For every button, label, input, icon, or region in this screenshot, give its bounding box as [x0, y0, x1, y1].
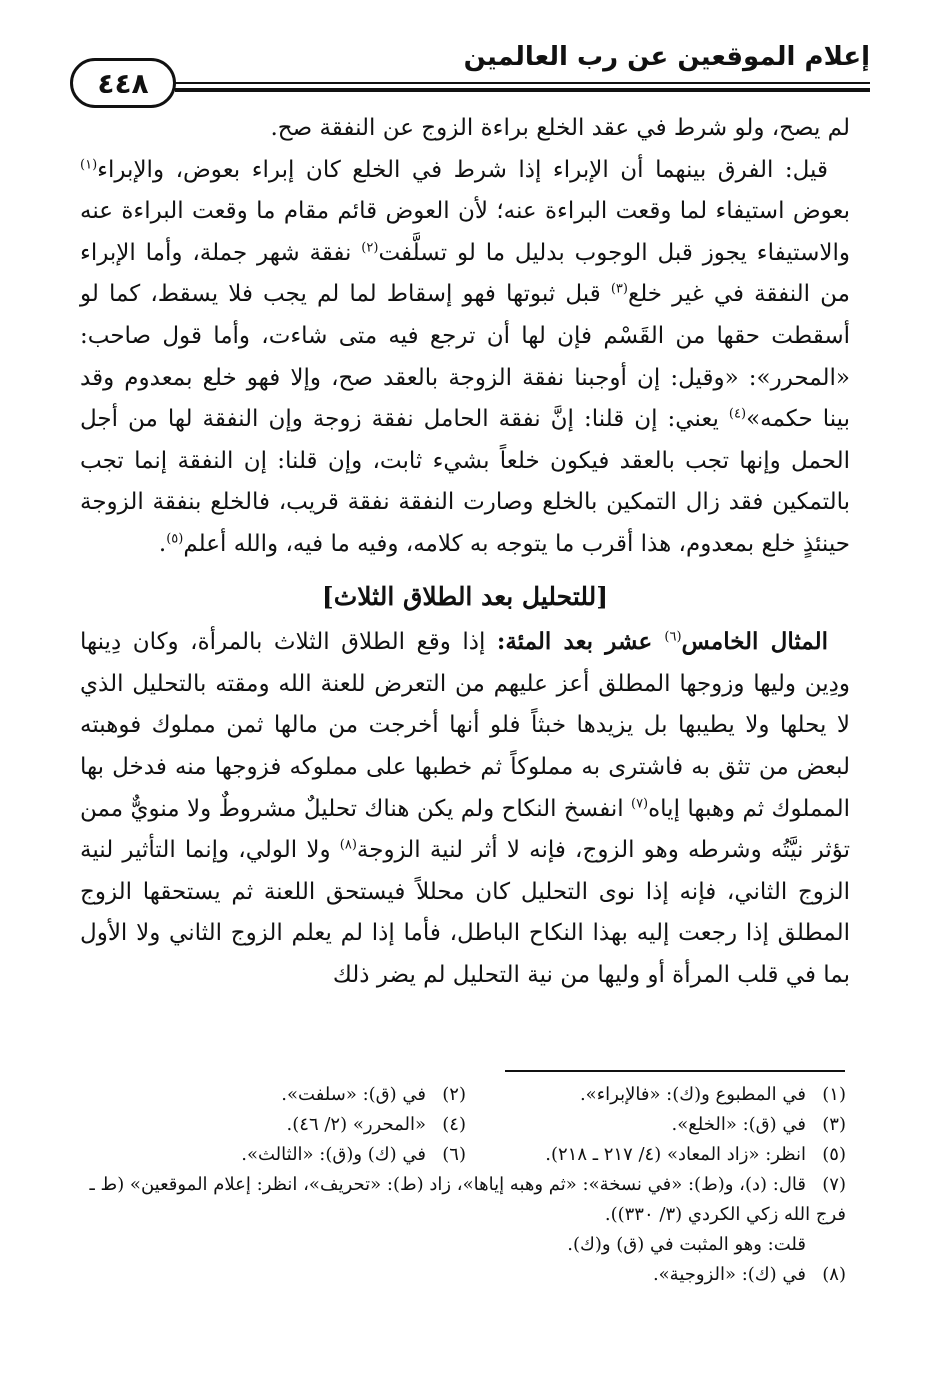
footnote-number: (٥)	[822, 1144, 846, 1165]
main-text	[80, 108, 850, 996]
page-number: ٤٤٨	[97, 66, 149, 100]
footnote-8	[466, 1260, 846, 1290]
footnote-row	[76, 1110, 846, 1140]
footnote-row	[76, 1080, 846, 1110]
text-run: انفسخ النكاح ولم يكن هناك تحليلٌ مشروطٌ ولا منويٌّ ممن تؤثر نيَّتُه وشرطه وهو الزوج، فإنه لا أثر لنية الزوجة	[80, 795, 851, 864]
footnote-text: قلت: وهو المثبت في (ق) و(ك).	[567, 1234, 806, 1255]
paragraph-3	[80, 621, 850, 996]
footnote-row	[76, 1230, 846, 1260]
footnote-row	[76, 1260, 846, 1290]
footnote-ref-4: (٤)	[728, 406, 747, 422]
footnote-ref-2: (٢)	[361, 240, 379, 256]
footnote-row	[76, 1170, 846, 1230]
footnote-text: في (ق): «الخلع».	[671, 1114, 806, 1135]
text-run: ولا الولي، وإنما التأثير لنية الزوج الثاني، فإنه إذا نوى التحليل كان محللاً فيستحق اللعنة ثم يستحقها الزوج المطلق إذا رجعت إليه بهذا النكاح الباطل، فأما إذا لم يعلم الزوج الثاني ولا الأول بما في قلب المرأة أو وليها من نية التحليل لم يضر ذلك	[80, 837, 850, 988]
footnote-number: (٤)	[442, 1114, 466, 1135]
example-label-cont: عشر بعد المئة:	[496, 628, 665, 656]
footnote-text: في (ق): «سلفت».	[281, 1084, 426, 1105]
footnote-text: «المحرر» (٢/ ٤٦).	[286, 1114, 426, 1135]
header-rule-thin	[175, 82, 870, 84]
footnote-ref-6: (٦)	[664, 629, 682, 645]
paragraph-2	[80, 150, 850, 566]
text-run: قبل ثبوتها فهو إسقاط لما لم يجب فلا يسقط، كما لو أسقطت حقها من القَسْم فإن لها أن ترجع فيه متى شاءت، وأما قول صاحب: «المحرر»: «وقيل: إن أوجبنا نفقة الزوجة بالعقد صح، وإلا فهو خلع بمعدوم وقد بينا حكمه»	[80, 281, 850, 433]
footnote-5	[466, 1140, 846, 1170]
text-run: .	[158, 530, 167, 557]
footnote-text: قال: (د)، و(ط): «في نسخة»: «ثم وهبه إياها»، زاد (ط): «تحريف»، انظر: إعلام الموقعين» (ط ـ فرج الله زكي الكردي (٣/ ٣٣٠)).	[89, 1174, 846, 1225]
page-number-badge	[70, 58, 176, 108]
footnote-text: في (ك): «الزوجية».	[652, 1264, 806, 1285]
footnote-text: في المطبوع و(ك): «فالإبراء».	[579, 1084, 806, 1105]
footnote-ref-1: (١)	[80, 156, 98, 172]
paragraph-1: لم يصح، ولو شرط في عقد الخلع براءة الزوج عن النفقة صح.	[270, 115, 850, 141]
footnote-number: (٢)	[442, 1084, 466, 1105]
footnote-text: في (ك) و(ق): «الثالث».	[241, 1144, 426, 1165]
footnote-ref-3: (٣)	[610, 281, 628, 297]
footnote-row	[76, 1140, 846, 1170]
footnote-number: (١)	[822, 1084, 846, 1105]
footnote-text: انظر: «زاد المعاد» (٤/ ٢١٧ ـ ٢١٨).	[545, 1144, 806, 1165]
footnote-ref-5: (٥)	[166, 531, 184, 547]
footnote-number: (٣)	[822, 1114, 846, 1135]
footnote-4	[86, 1110, 466, 1140]
footnote-ref-8: (٨)	[339, 837, 357, 853]
footnote-number: (٧)	[822, 1174, 846, 1195]
footnote-number: (٨)	[822, 1264, 846, 1285]
text-run: قيل: الفرق بينهما أن الإبراء إذا شرط في الخلع كان إبراء بعوض، والإبراء	[97, 156, 828, 183]
example-label: المثال الخامس	[681, 628, 828, 656]
footnote-2	[86, 1080, 466, 1110]
book-title: إعلام الموقعين عن رب العالمين	[463, 42, 870, 72]
page-header	[70, 40, 870, 100]
text-run: يعني: إن قلنا: إنَّ نفقة الحامل نفقة زوجة وإن النفقة لها من أجل الحمل وإنها تجب بالعقد فيكون خلعاً بشيء ثابت، وإن قلنا: إن النفقة إنما تجب بالتمكين فقد زال التمكين بالخلع وصارت النفقة نفقة قريب، فالخلع بنفقة الزوجة حينئذٍ خلع بمعدوم، هذا أقرب ما يتوجه به كلامه، وفيه ما فيه، والله أعلم	[80, 406, 850, 557]
section-heading: [للتحليل بعد الطلاق الثلاث]	[321, 581, 609, 611]
footnote-7	[76, 1170, 846, 1230]
footnotes	[76, 1080, 846, 1290]
footnote-1	[466, 1080, 846, 1110]
footnote-3	[466, 1110, 846, 1140]
footnote-number: (٦)	[442, 1144, 466, 1165]
footnote-ref-7: (٧)	[630, 795, 649, 811]
footnote-7-note	[567, 1230, 806, 1260]
footnote-separator	[505, 1070, 845, 1072]
text-run: بعوض استيفاء لما وقعت البراءة عنه؛ لأن العوض قائم مقام ما وقعت البراءة عنه والاستيفاء يجوز قبل الوجوب بدليل ما لو تسلَّفت	[80, 198, 850, 266]
text-run: نفقة شهر جملة، وأما الإبراء من النفقة في غير خلع	[80, 239, 850, 308]
header-rule-thick	[175, 88, 870, 92]
text-run: إذا وقع الطلاق الثلاث بالمرأة، وكان دِينها ودِين وليها وزوجها المطلق أعز عليهم من التعرض للعنة الله ومقته بالتحليل الذي لا يحلها ولا يطيبها بل يزيدها خبثاً فلو أنها أخرجت من مالها ثمن مملوك فوهبته لبعض من تثق به فاشترى به مملوكاً ثم خطبها على مملوكه فزوجها منه فدخل بها المملوك ثم وهبها إياه	[80, 629, 850, 822]
footnote-6	[86, 1140, 466, 1170]
